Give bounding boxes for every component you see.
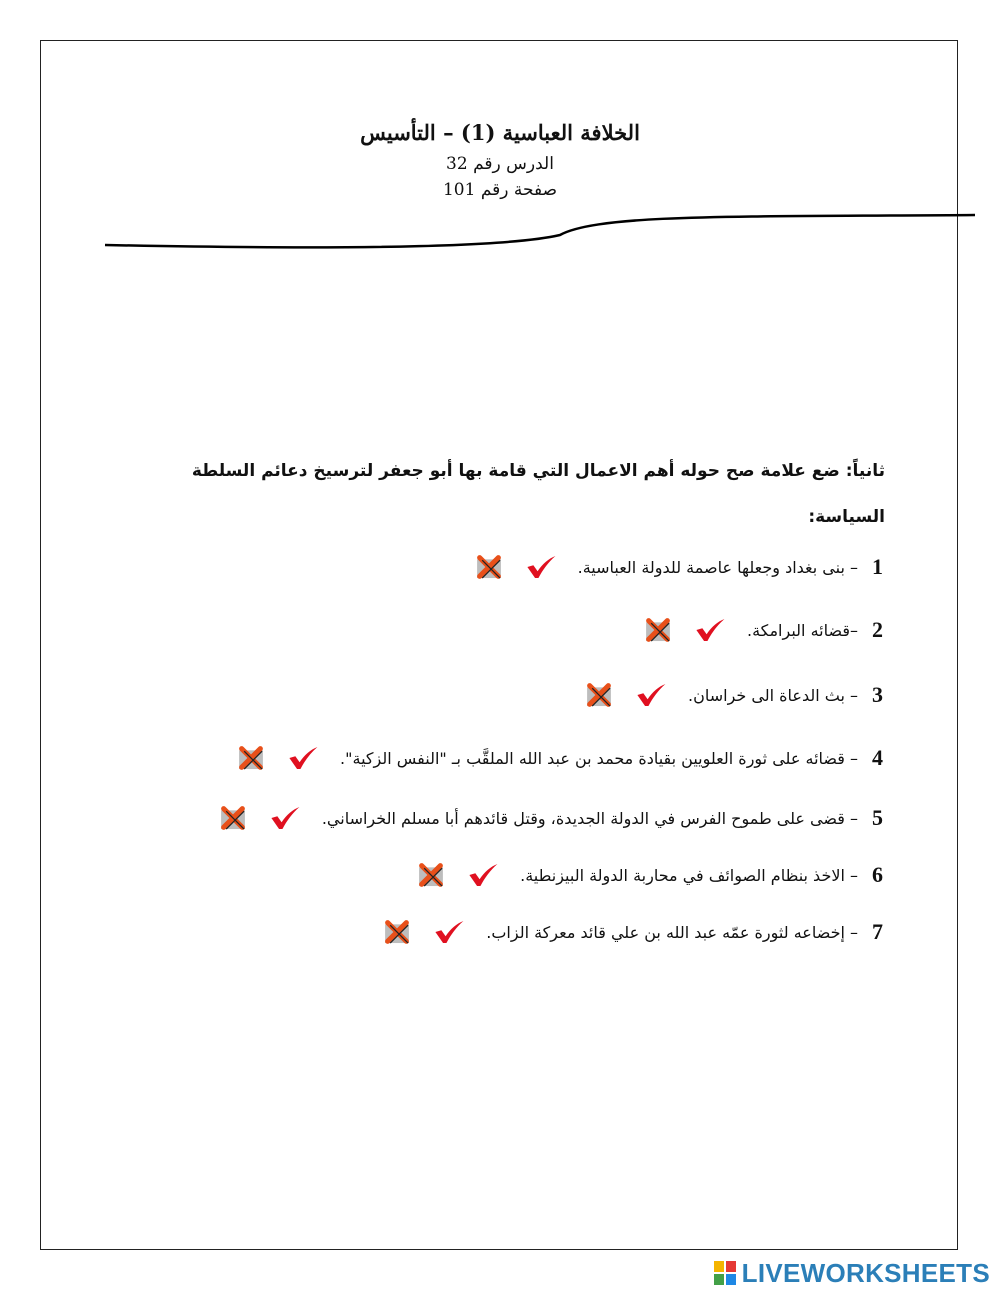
cross-mark-icon[interactable] (216, 803, 250, 833)
answer-item-6 (414, 860, 883, 890)
cross-mark-icon[interactable] (641, 615, 675, 645)
page-number: صفحة رقم 101 (442, 180, 558, 200)
check-mark-icon[interactable] (286, 744, 320, 772)
check-mark-icon[interactable] (268, 804, 302, 832)
decorative-wave-rule (100, 205, 975, 260)
item-number: 6 (872, 862, 883, 887)
answer-item-2 (641, 615, 883, 645)
answer-item-1 (472, 552, 883, 582)
check-mark-icon[interactable] (634, 681, 668, 709)
cross-mark-icon[interactable] (414, 860, 448, 890)
item-number: 5 (872, 805, 883, 830)
item-text: –قضائه البرامكة. (746, 620, 858, 640)
item-number: 7 (872, 919, 883, 944)
answer-item-7 (380, 917, 883, 947)
answer-item-5 (216, 803, 883, 833)
item-text: – قضائه على ثورة العلويين بقيادة محمد بن عبد الله الملقَّب بـ "النفس الزكية". (340, 748, 858, 768)
item-text: – بث الدعاة الى خراسان. (688, 685, 858, 705)
answer-item-4 (234, 743, 883, 773)
cross-mark-icon[interactable] (582, 680, 616, 710)
item-number: 2 (872, 617, 883, 642)
check-mark-icon[interactable] (466, 861, 500, 889)
item-number: 1 (872, 554, 883, 579)
item-number: 3 (872, 682, 883, 707)
item-number: 4 (872, 745, 883, 770)
cross-mark-icon[interactable] (234, 743, 268, 773)
check-mark-icon[interactable] (524, 553, 558, 581)
page-title: الخلافة العباسية (1) – التأسيس (360, 120, 640, 145)
item-text: – قضى على طموح الفرس في الدولة الجديدة، وقتل قائدهم أبا مسلم الخراساني. (321, 808, 858, 828)
liveworksheets-logo-icon (714, 1261, 736, 1285)
brand-name: LIVEWORKSHEETS (741, 1257, 990, 1288)
check-mark-icon[interactable] (432, 918, 466, 946)
check-mark-icon[interactable] (693, 616, 727, 644)
item-text: – بنى بغداد وجعلها عاصمة للدولة العباسية. (577, 557, 858, 577)
cross-mark-icon[interactable] (472, 552, 506, 582)
answer-item-3 (582, 680, 883, 710)
item-text: – إخضاعه لثورة عمّه عبد الله بن علي قائد معركة الزاب. (486, 922, 858, 942)
item-text: – الاخذ بنظام الصوائف في محاربة الدولة البيزنطية. (520, 865, 858, 885)
lesson-number: الدرس رقم 32 (446, 154, 554, 174)
liveworksheets-brand[interactable] (714, 1258, 990, 1288)
cross-mark-icon[interactable] (380, 917, 414, 947)
question-heading: ثانياً: ضع علامة صح حوله أهم الاعمال التي قامة بها أبو جعفر لترسيخ دعائم السلطة السياسة: (191, 461, 885, 527)
